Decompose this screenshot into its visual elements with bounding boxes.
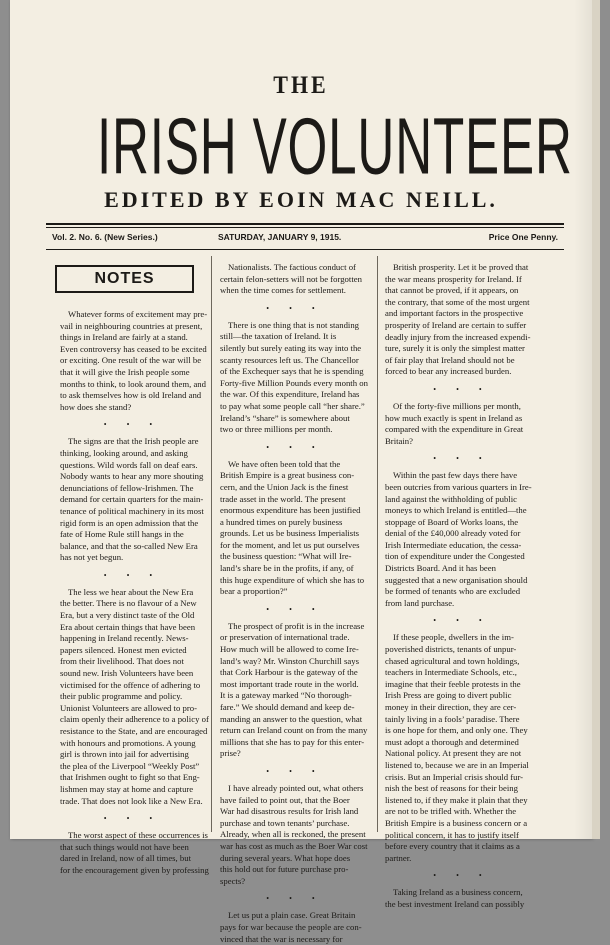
text-line: land’s way? Mr. Winston Churchill says [220,656,370,668]
text-line: Irish Intermediate education, the cessa- [385,540,539,552]
text-line: the contrary, that some of the most urgent [385,297,539,309]
paragraph [60,587,205,807]
text-line: ture, surely it is only the simplest matter [385,343,539,355]
text-line: thinking, looking around, and asking [60,448,205,460]
text-line: fate of Home Rule still hangs in the [60,529,205,541]
text-line: enormous expenditure has been justified [220,505,370,517]
text-line: cern, and the Union Jack is the finest [220,482,370,494]
text-line: the war means prosperity for Ireland. If [385,274,539,286]
text-line: war has cost as much as the Boer War cost [220,841,370,853]
text-line: has not yet begun. [60,552,205,564]
text-line: the plea of the Liverpool “Weekly Post” [60,761,205,773]
masthead-title: IRISH VOLUNTEER [97,96,505,196]
paragraph [385,401,539,447]
text-line: denial of the £40,000 already voted for [385,528,539,540]
text-line: from their livelihood. That does not [60,656,205,668]
text-line: questions. Wild words fall on deaf ears. [60,460,205,472]
text-line: stoppage of Board of Works loans, the [385,517,539,529]
text-line: purchase and town tenants’ purchase. [220,818,370,830]
text-line: listened to, if they make it plain that they [385,795,539,807]
masthead-rule-thick [46,223,564,225]
text-line: Forty-five Million Pounds every month on [220,378,370,390]
text-line: money in their direction, they are cer- [385,702,539,714]
text-line: trade. That does not look like a New Era. [60,796,205,808]
masthead-the: THE [10,70,592,100]
text-line: scanty resources left us. The Chancellor [220,355,370,367]
text-line: of the Exchequer says that he is spending [220,366,370,378]
text-line: months to think, to look around them, and [60,379,205,391]
text-line: still—the taxation of Ireland. It is [220,331,370,343]
text-line: compared with the expenditure in Great [385,424,539,436]
text-line: Britain? [385,436,539,448]
text-line: land against the withholding of public [385,494,539,506]
paragraph [220,621,370,760]
text-line: is one hope for them, and only one. They [385,725,539,737]
text-line: The prospect of profit is in the increase [220,621,370,633]
text-line: vail in neighbouring countries at present, [60,321,205,333]
text-line: poverished districts, tenants of unpur- [385,644,539,656]
text-line: that such things would not have been [60,842,205,854]
text-line: deadly injury from the increased expendi- [385,332,539,344]
text-line: silently but surely eating its way into the [220,343,370,355]
section-separator: • • • [220,598,370,621]
text-line: how much exactly is spent in Ireland as [385,413,539,425]
text-line: forced to bear any increased burden. [385,366,539,378]
page-shadow [574,0,592,839]
paragraph [60,309,205,413]
text-line: If these people, dwellers in the im- [385,632,539,644]
text-line: the business question: “What will Ire- [220,551,370,563]
section-separator: • • • [220,436,370,459]
text-line: and important factors in the prospective [385,308,539,320]
text-line: Districts Board. And it has been [385,563,539,575]
paragraph [220,783,370,887]
text-line: claim openly their adherence to a policy of [60,714,205,726]
text-line: things in Ireland are fairly at a stand. [60,332,205,344]
text-line: millions that she has to pay for this enter- [220,737,370,749]
text-line: imagine that their feeble protests in the [385,679,539,691]
text-line: that Irishmen ought to fight so that Eng- [60,772,205,784]
text-line: Taking Ireland as a business concern, [385,887,539,899]
newspaper-page [10,0,592,839]
text-line: British Empire is a great business con- [220,470,370,482]
article-column-1 [60,309,205,877]
text-line: with honours and promotions. A young [60,738,205,750]
text-line: prosperity of Ireland are certain to suffer [385,320,539,332]
text-line: during several years. What hope does [220,853,370,865]
text-line: We have often been told that the [220,459,370,471]
text-line: political concern, it has to justify itself [385,830,539,842]
text-line: Irish Press are going to divert public [385,690,539,702]
text-line: from land purchase. [385,598,539,610]
paragraph [220,910,370,945]
text-line: Ireland’s “share” is somewhere about [220,413,370,425]
dateline-rule [46,249,564,250]
issue-date: SATURDAY, JANUARY 9, 1915. [218,232,341,242]
text-line: listened to, because we are in an Imperial [385,760,539,772]
text-line: before every country that it claims as a [385,841,539,853]
text-line: prise? [220,748,370,760]
text-line: crisis. But an Imperial crisis should fur- [385,772,539,784]
text-line: Unionist Volunteers are allowed to pro- [60,703,205,715]
text-line: tainly living in a fools’ paradise. There [385,714,539,726]
text-line: have failed to point out, that the Boer [220,795,370,807]
text-line: British prosperity. Let it be proved that [385,262,539,274]
text-line: spects? [220,876,370,888]
text-line: bear a proportion?” [220,586,370,598]
volume-number: Vol. 2. No. 6. (New Series.) [52,232,158,242]
text-line: How much will be allowed to come Ire- [220,644,370,656]
article-column-3 [385,262,539,911]
masthead-editor: EDITED BY EOIN MAC NEILL. [10,187,592,213]
text-line: for the moment, and let us put ourselves [220,540,370,552]
text-line: moneys to which Ireland is entitled—the [385,505,539,517]
text-line: been outcries from various quarters in Ire- [385,482,539,494]
section-separator: • • • [385,864,539,887]
text-line: dared in Ireland, now of all times, but [60,853,205,865]
text-line: It is a gateway marked “No thorough- [220,690,370,702]
text-line: for the encouragement given by professing [60,865,205,877]
text-line: happening in Ireland recently. News- [60,633,205,645]
paragraph [385,887,539,910]
text-line: manding an answer to the question, what [220,714,370,726]
column-divider-1 [211,256,212,832]
text-line: trade asset in the world. The present [220,494,370,506]
text-line: teachers in Intermediate Schools, etc., [385,667,539,679]
text-line: or preservation of international trade. [220,632,370,644]
masthead-rule-thin [46,227,564,228]
section-separator: • • • [220,887,370,910]
text-line: of fair play that Ireland should not be [385,355,539,367]
text-line: National policy. At present they are not [385,748,539,760]
section-separator: • • • [60,564,205,587]
text-line: fare.” We should demand and keep de- [220,702,370,714]
paragraph [385,262,539,378]
text-line: There is one thing that is not standing [220,320,370,332]
text-line: The less we hear about the New Era [60,587,205,599]
text-line: The worst aspect of these occurrences is [60,830,205,842]
text-line: the war. Of this expenditure, Ireland has [220,389,370,401]
section-separator: • • • [385,378,539,401]
text-line: that it will give the Irish people some [60,367,205,379]
text-line: grounds. Let us be business Imperialists [220,528,370,540]
text-line: chased agricultural and town holdings, [385,656,539,668]
text-line: the better. There is no flavour of a New [60,598,205,610]
text-line: papers silenced. Honest men evicted [60,645,205,657]
paragraph [220,320,370,436]
text-line: must adopt a thorough and determined [385,737,539,749]
text-line: Era about certain things that have been [60,622,205,634]
text-line: victimised for the offence of adhering to [60,680,205,692]
text-line: British Empire is a business concern or a [385,818,539,830]
text-line: tenance of political machinery in its most [60,506,205,518]
text-line: land’s share be in the profits, if any, of [220,563,370,575]
column-divider-2 [377,256,378,832]
text-line: return can Ireland count on from the many [220,725,370,737]
text-line: Nobody wants to hear any more shouting [60,471,205,483]
text-line: most important trade route in the world. [220,679,370,691]
text-line: denunciations of fellow-Irishmen. The [60,483,205,495]
text-line: are not to be trifled with. Whether the [385,806,539,818]
text-line: tion of expenditure under the Congested [385,551,539,563]
section-separator: • • • [385,447,539,470]
section-separator: • • • [60,413,205,436]
text-line: that Cork Harbour is the gateway of the [220,667,370,679]
paragraph [60,830,205,876]
notes-heading: NOTES [55,265,194,293]
text-line: Nationalists. The factious conduct of [220,262,370,274]
text-line: partner. [385,853,539,865]
text-line: balance, and that the so-called New Era [60,541,205,553]
text-line: War had disastrous results for Irish land [220,806,370,818]
text-line: vinced that the war is necessary for [220,934,370,945]
text-line: Of the forty-five millions per month, [385,401,539,413]
text-line: sound new. Irish Volunteers have been [60,668,205,680]
text-line: their public programme and policy. [60,691,205,703]
text-line: suggested that a new organisation should [385,575,539,587]
text-line: a hundred times on purely business [220,517,370,529]
text-line: two or three millions per month. [220,424,370,436]
text-line: that cannot be proved, if it appears, on [385,285,539,297]
section-separator: • • • [385,609,539,632]
text-line: lishmen may stay at home and capture [60,784,205,796]
price: Price One Penny. [489,232,558,242]
text-line: pays for war because the people are con- [220,922,370,934]
text-line: I have already pointed out, what others [220,783,370,795]
text-line: to ask themselves how is old Ireland and [60,390,205,402]
text-line: certain felon-setters will not be forgotten [220,274,370,286]
text-line: rigid form is an open admission that the [60,518,205,530]
section-separator: • • • [60,807,205,830]
paragraph [220,262,370,297]
paragraph [60,436,205,564]
text-line: Whatever forms of excitement may pre- [60,309,205,321]
text-line: Let us put a plain case. Great Britain [220,910,370,922]
text-line: this huge expenditure of which she has to [220,575,370,587]
text-line: or exciting. One result of the war will be [60,355,205,367]
text-line: Already, when all is reckoned, the present [220,829,370,841]
text-line: be formed of tenants who are excluded [385,586,539,598]
text-line: resistance to the State, and are encouraged [60,726,205,738]
paragraph [220,459,370,598]
text-line: Within the past few days there have [385,470,539,482]
section-separator: • • • [220,760,370,783]
text-line: Era, but a very distinct taste of the Old [60,610,205,622]
text-line: demand for certain quarters for the main- [60,494,205,506]
section-separator: • • • [220,297,370,320]
text-line: The signs are that the Irish people are [60,436,205,448]
text-line: how does she stand? [60,402,205,414]
text-line: to pay what some people call “her share.” [220,401,370,413]
paragraph [385,632,539,864]
paragraph [385,470,539,609]
article-column-2 [220,262,370,945]
text-line: Even controversy has ceased to be excited [60,344,205,356]
text-line: the best investment Ireland can possibly [385,899,539,911]
page-edge [592,0,600,839]
text-line: nish the best of reasons for their being [385,783,539,795]
text-line: this hold out for future purchase pro- [220,864,370,876]
text-line: girl is thrown into jail for advertising [60,749,205,761]
text-line: when the time comes for settlement. [220,285,370,297]
